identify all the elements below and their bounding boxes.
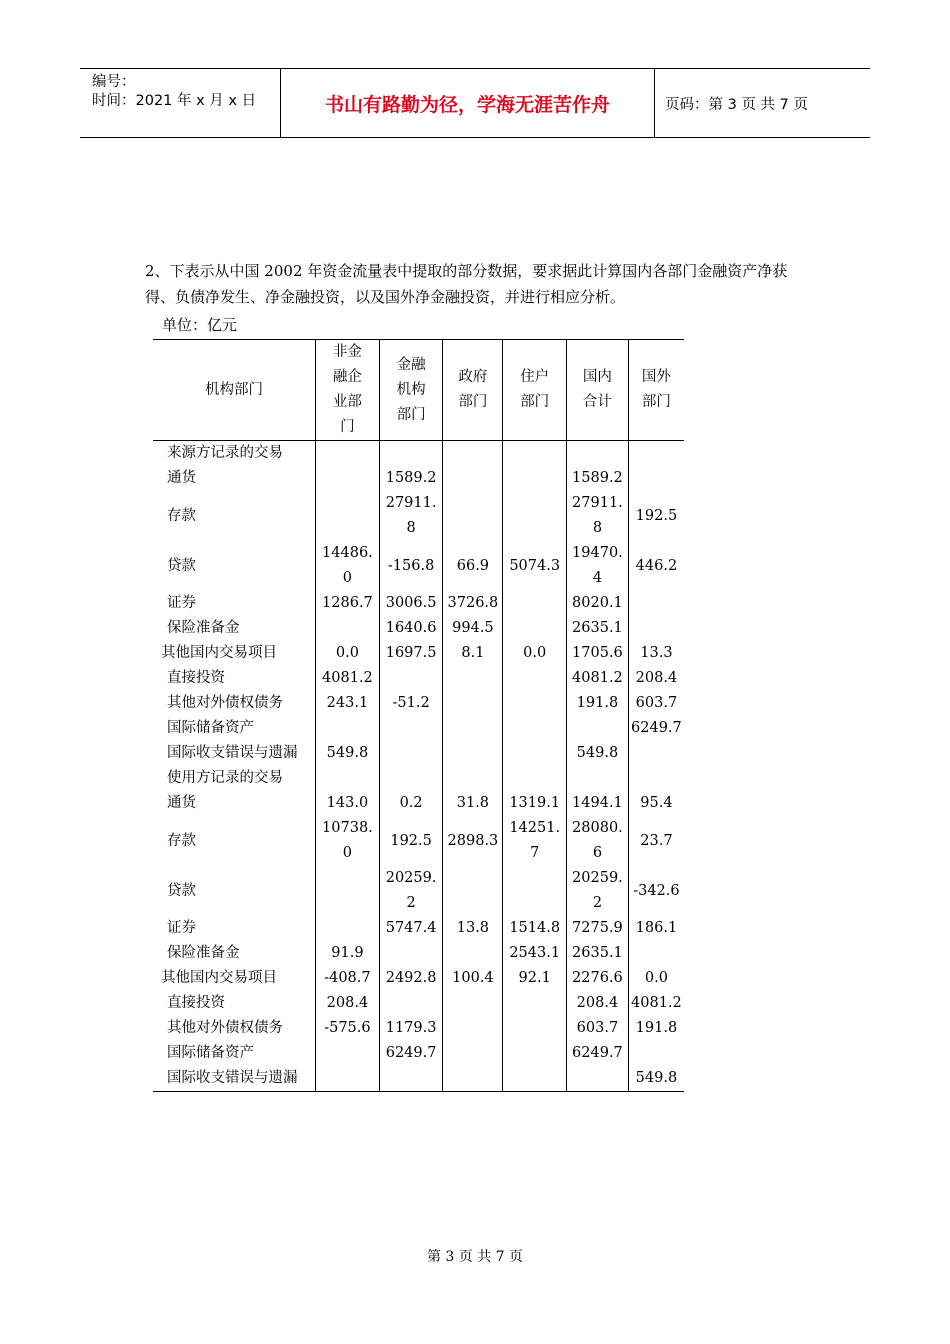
table-cell bbox=[628, 1041, 684, 1066]
table-cell: 7275.9 bbox=[567, 916, 629, 941]
table-cell: 6249.7 bbox=[567, 1041, 629, 1066]
table-cell: 91.9 bbox=[316, 941, 380, 966]
header-cell: 机构部门 bbox=[153, 340, 316, 441]
table-cell: 603.7 bbox=[567, 1016, 629, 1041]
table-cell bbox=[443, 466, 503, 491]
row-label: 存款 bbox=[167, 832, 196, 849]
table-cell: 143.0 bbox=[316, 791, 380, 816]
table-cell: 2898.3 bbox=[443, 816, 503, 866]
table-cell bbox=[316, 1041, 380, 1066]
table-cell bbox=[503, 866, 567, 916]
table-cell bbox=[567, 1066, 629, 1092]
table-cell bbox=[503, 491, 567, 541]
table-row bbox=[153, 1041, 684, 1066]
table-cell: 208.4 bbox=[316, 991, 380, 1016]
table-cell: 0.0 bbox=[316, 641, 380, 666]
header-cell: 金融机构部门 bbox=[379, 340, 443, 441]
table-cell bbox=[379, 1066, 443, 1092]
table-cell: 14251.7 bbox=[503, 816, 567, 866]
table-cell: -342.6 bbox=[628, 866, 684, 916]
table-cell: 208.4 bbox=[628, 666, 684, 691]
table-row bbox=[153, 766, 684, 791]
table-cell bbox=[379, 941, 443, 966]
table-cell bbox=[567, 766, 629, 791]
table-cell: 1697.5 bbox=[379, 641, 443, 666]
table-cell: 192.5 bbox=[379, 816, 443, 866]
table-row bbox=[153, 641, 684, 666]
table-cell: 192.5 bbox=[628, 491, 684, 541]
table-cell: 23.7 bbox=[628, 816, 684, 866]
row-label: 其他国内交易项目 bbox=[161, 645, 277, 661]
table-cell bbox=[379, 741, 443, 766]
table-cell bbox=[443, 491, 503, 541]
table-row bbox=[153, 441, 684, 467]
row-label: 其他对外债权债务 bbox=[167, 1020, 283, 1036]
row-label: 使用方记录的交易 bbox=[167, 770, 283, 786]
table-cell bbox=[443, 766, 503, 791]
table-cell: 3006.5 bbox=[379, 591, 443, 616]
table-cell: 5747.4 bbox=[379, 916, 443, 941]
table-cell: 208.4 bbox=[567, 991, 629, 1016]
table-cell bbox=[443, 866, 503, 916]
table-cell bbox=[379, 991, 443, 1016]
table-cell: 446.2 bbox=[628, 541, 684, 591]
table-cell: 2543.1 bbox=[503, 941, 567, 966]
table-cell bbox=[443, 741, 503, 766]
row-label: 通货 bbox=[167, 795, 196, 811]
table-row bbox=[153, 1016, 684, 1041]
row-label: 存款 bbox=[167, 507, 196, 524]
table-cell: 2492.8 bbox=[379, 966, 443, 991]
table-cell bbox=[567, 716, 629, 741]
table-cell: 191.8 bbox=[567, 691, 629, 716]
header-cell: 非金融企业部门 bbox=[316, 340, 380, 441]
table-row bbox=[153, 741, 684, 766]
table-cell: 2635.1 bbox=[567, 941, 629, 966]
table-cell bbox=[443, 716, 503, 741]
table-row bbox=[153, 666, 684, 691]
table-row bbox=[153, 791, 684, 816]
row-label: 贷款 bbox=[167, 557, 196, 574]
table-cell bbox=[628, 741, 684, 766]
row-label: 通货 bbox=[167, 470, 196, 486]
header-cell: 住户部门 bbox=[503, 340, 567, 441]
table-cell: 100.4 bbox=[443, 966, 503, 991]
table-cell: 1494.1 bbox=[567, 791, 629, 816]
table-cell: 0.0 bbox=[503, 641, 567, 666]
table-cell: 1514.8 bbox=[503, 916, 567, 941]
table-cell bbox=[316, 766, 380, 791]
table-cell: -575.6 bbox=[316, 1016, 380, 1041]
table-cell bbox=[503, 716, 567, 741]
table-cell bbox=[503, 616, 567, 641]
row-label: 其他国内交易项目 bbox=[161, 970, 277, 986]
table-cell bbox=[316, 466, 380, 491]
table-cell: 27911.8 bbox=[379, 491, 443, 541]
table-cell: 243.1 bbox=[316, 691, 380, 716]
table-row bbox=[153, 591, 684, 616]
row-label: 保险准备金 bbox=[167, 945, 240, 961]
table-cell bbox=[503, 991, 567, 1016]
table-cell: 3726.8 bbox=[443, 591, 503, 616]
table-cell bbox=[628, 591, 684, 616]
table-cell: 95.4 bbox=[628, 791, 684, 816]
table-cell bbox=[628, 441, 684, 467]
table-cell: 1589.2 bbox=[379, 466, 443, 491]
table-cell: 66.9 bbox=[443, 541, 503, 591]
table-row bbox=[153, 916, 684, 941]
table-cell bbox=[503, 441, 567, 467]
table-cell bbox=[379, 766, 443, 791]
table-cell bbox=[628, 616, 684, 641]
table-header-row bbox=[153, 340, 684, 441]
table-cell: 14486.0 bbox=[316, 541, 380, 591]
table-cell bbox=[379, 716, 443, 741]
header-cell: 政府部门 bbox=[443, 340, 503, 441]
table-cell bbox=[443, 1016, 503, 1041]
table-cell: 1705.6 bbox=[567, 641, 629, 666]
table-row bbox=[153, 866, 684, 916]
table-row bbox=[153, 691, 684, 716]
table-cell: 1286.7 bbox=[316, 591, 380, 616]
table-cell bbox=[443, 1041, 503, 1066]
table-cell: 549.8 bbox=[316, 741, 380, 766]
table-cell: 2635.1 bbox=[567, 616, 629, 641]
table-cell bbox=[443, 691, 503, 716]
table-cell: 549.8 bbox=[567, 741, 629, 766]
table-cell: 0.2 bbox=[379, 791, 443, 816]
table-cell: 13.3 bbox=[628, 641, 684, 666]
table-cell: 1319.1 bbox=[503, 791, 567, 816]
table-cell: 4081.2 bbox=[628, 991, 684, 1016]
table-cell: 186.1 bbox=[628, 916, 684, 941]
table-cell: 13.8 bbox=[443, 916, 503, 941]
header-page-label: 页码：第 3 页 共 7 页 bbox=[665, 96, 808, 113]
header-motto: 书山有路勤为径，学海无涯苦作舟 bbox=[281, 69, 655, 137]
table-cell bbox=[443, 666, 503, 691]
table-cell bbox=[316, 916, 380, 941]
table-cell: 2276.6 bbox=[567, 966, 629, 991]
table-cell bbox=[316, 866, 380, 916]
table-cell bbox=[316, 716, 380, 741]
table-cell: 27911.8 bbox=[567, 491, 629, 541]
table-row bbox=[153, 966, 684, 991]
table-cell: 191.8 bbox=[628, 1016, 684, 1041]
row-label: 国际储备资产 bbox=[167, 1045, 254, 1061]
table-cell bbox=[503, 666, 567, 691]
unit-label: 单位：亿元 bbox=[162, 316, 238, 334]
table-cell: 31.8 bbox=[443, 791, 503, 816]
header-meta bbox=[80, 69, 281, 137]
row-label: 国际收支错误与遗漏 bbox=[167, 745, 298, 761]
data-table bbox=[153, 339, 684, 1092]
row-label: 证券 bbox=[167, 920, 196, 936]
table-cell bbox=[628, 466, 684, 491]
table-row bbox=[153, 941, 684, 966]
row-label: 直接投资 bbox=[167, 995, 225, 1011]
table-cell: 4081.2 bbox=[567, 666, 629, 691]
table-cell: 5074.3 bbox=[503, 541, 567, 591]
header-cell: 国外部门 bbox=[628, 340, 684, 441]
table-cell: 20259.2 bbox=[379, 866, 443, 916]
table-cell: 20259.2 bbox=[567, 866, 629, 916]
table-row bbox=[153, 491, 684, 541]
table-cell bbox=[316, 1066, 380, 1092]
row-label: 国际储备资产 bbox=[167, 720, 254, 736]
table-cell bbox=[443, 441, 503, 467]
row-label: 保险准备金 bbox=[167, 620, 240, 636]
row-label: 贷款 bbox=[167, 882, 196, 899]
table-cell bbox=[503, 691, 567, 716]
page-header bbox=[80, 68, 870, 138]
table-cell bbox=[567, 441, 629, 467]
table-cell: 92.1 bbox=[503, 966, 567, 991]
table-cell: 19470.4 bbox=[567, 541, 629, 591]
header-cell: 国内合计 bbox=[567, 340, 629, 441]
code-label: 编号： bbox=[92, 74, 136, 90]
table-cell: 8020.1 bbox=[567, 591, 629, 616]
table-row bbox=[153, 1066, 684, 1092]
table-cell: -156.8 bbox=[379, 541, 443, 591]
table-cell: 1179.3 bbox=[379, 1016, 443, 1041]
question-text: 2、下表示从中国 2002 年资金流量表中提取的部分数据，要求据此计算国内各部门金融资产净获得、负债净发生、净金融投资，以及国外净金融投资，并进行相应分析。 bbox=[145, 262, 788, 306]
table-cell bbox=[628, 941, 684, 966]
table-cell: 603.7 bbox=[628, 691, 684, 716]
table-cell bbox=[503, 591, 567, 616]
row-label: 来源方记录的交易 bbox=[167, 445, 283, 461]
table-cell: -408.7 bbox=[316, 966, 380, 991]
page-footer: 第 3 页 共 7 页 bbox=[426, 1249, 524, 1265]
table-cell bbox=[379, 441, 443, 467]
table-cell bbox=[316, 441, 380, 467]
table-cell: 1589.2 bbox=[567, 466, 629, 491]
table-cell bbox=[443, 991, 503, 1016]
table-row bbox=[153, 816, 684, 866]
time-label: 时间：2021 年 x 月 x 日 bbox=[92, 93, 257, 109]
table-cell: 1640.6 bbox=[379, 616, 443, 641]
row-label: 其他对外债权债务 bbox=[167, 695, 283, 711]
table-row bbox=[153, 466, 684, 491]
table-cell: 0.0 bbox=[628, 966, 684, 991]
table-cell: -51.2 bbox=[379, 691, 443, 716]
table-cell bbox=[503, 766, 567, 791]
table-cell: 6249.7 bbox=[628, 716, 684, 741]
table-cell: 6249.7 bbox=[379, 1041, 443, 1066]
table-cell bbox=[443, 1066, 503, 1092]
table-cell: 10738.0 bbox=[316, 816, 380, 866]
row-label: 直接投资 bbox=[167, 670, 225, 686]
table-row bbox=[153, 716, 684, 741]
table-cell: 28080.6 bbox=[567, 816, 629, 866]
table-cell bbox=[503, 741, 567, 766]
table-row bbox=[153, 616, 684, 641]
table-cell: 8.1 bbox=[443, 641, 503, 666]
table-cell bbox=[503, 466, 567, 491]
table-cell bbox=[503, 1016, 567, 1041]
table-cell bbox=[503, 1066, 567, 1092]
table-row bbox=[153, 541, 684, 591]
row-label: 证券 bbox=[167, 595, 196, 611]
table-cell bbox=[443, 941, 503, 966]
table-cell bbox=[316, 616, 380, 641]
table-row bbox=[153, 991, 684, 1016]
table-cell: 4081.2 bbox=[316, 666, 380, 691]
table-cell bbox=[316, 491, 380, 541]
table-cell: 549.8 bbox=[628, 1066, 684, 1092]
table-cell bbox=[379, 666, 443, 691]
table-cell: 994.5 bbox=[443, 616, 503, 641]
table-cell bbox=[503, 1041, 567, 1066]
row-label: 国际收支错误与遗漏 bbox=[153, 1066, 316, 1092]
table-cell bbox=[628, 766, 684, 791]
